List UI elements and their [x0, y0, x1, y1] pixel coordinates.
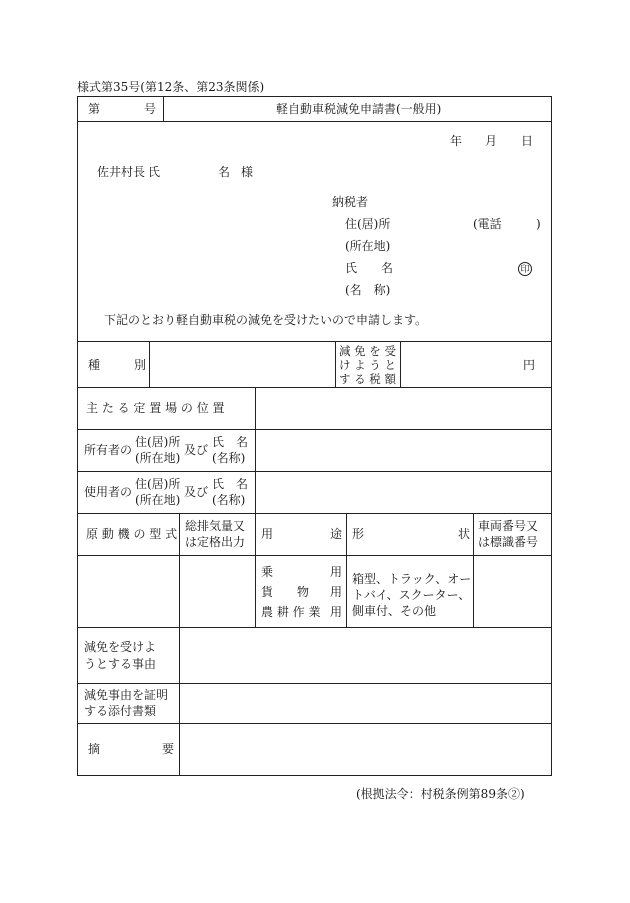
rule-storage [78, 429, 551, 430]
rule-type [78, 387, 551, 388]
use-freight-a: 貨 物 [261, 585, 310, 599]
date-month: 月 [485, 134, 498, 148]
rule-displacement-column [255, 513, 256, 627]
rule-reason [78, 683, 551, 684]
rule-user [78, 513, 551, 514]
reduction-amount-label: 減 免 を 受 け よ う と す る 税 額 [339, 344, 396, 386]
use-passenger-b: 用 [330, 565, 343, 579]
displacement-label: 総排気量又 は定格出力 [185, 519, 246, 549]
owner-name-label: 氏 名 (名称) [212, 435, 249, 465]
number-label: 第 [88, 102, 101, 116]
taxpayer-heading: 納税者 [332, 195, 369, 209]
use-farm-a: 農 耕 作 業 [261, 605, 321, 619]
use-label-b: 途 [330, 527, 343, 541]
rule-type-value [335, 341, 336, 387]
addressee-sama: 様 [241, 165, 254, 179]
request-text: 下記のとおり軽自動車税の減免を受けたいので申請します。 [104, 313, 428, 327]
rule-documents [78, 723, 551, 724]
shape-label-b: 状 [458, 527, 471, 541]
rule-vehicle-body [78, 627, 551, 628]
shape-options: 箱型、トラック、オー トバイ、スクーター、 側車付、その他 [352, 572, 472, 618]
addressee-village: 佐井村長 [97, 165, 146, 179]
form-title: 軽自動車税減免申請書(一般用) [276, 102, 442, 116]
type-label-a: 種 [88, 358, 101, 372]
owner-and: 及び [184, 443, 209, 457]
rule-type-label [149, 341, 150, 387]
addressee-shi: 氏 [148, 165, 161, 179]
corp-name-label: (名 称) [345, 283, 391, 297]
tax-reduction-application-form [77, 96, 552, 776]
user-and: 及び [184, 485, 209, 499]
type-label-b: 別 [134, 358, 147, 372]
user-address-label: 住(居)所 (所在地) [135, 477, 181, 507]
location-label: (所在地) [345, 239, 391, 253]
use-freight-b: 用 [330, 585, 343, 599]
legal-basis-footer: (根拠法令：村税条例第89条②) [356, 787, 525, 801]
rule-vehicle-header [78, 555, 551, 556]
reduction-reason-label: 減免を受けよ うとする事由 [84, 640, 157, 671]
yen-unit: 円 [523, 358, 536, 372]
phone-label: (電話 [473, 217, 502, 231]
use-passenger-a: 乗 [261, 565, 274, 579]
address-label: 住(居)所 [345, 217, 391, 231]
storage-location-label: 主 た る 定 置 場 の 位 置 [86, 401, 225, 415]
rule-owner [78, 471, 551, 472]
rule-shape-column [473, 513, 474, 627]
phone-close: ) [536, 217, 541, 231]
rule-use-column [346, 513, 347, 627]
use-farm-b: 用 [330, 605, 343, 619]
rule-engine-column [179, 513, 180, 723]
user-name-label: 氏 名 (名称) [212, 477, 249, 507]
summary-label-a: 摘 [88, 742, 101, 756]
rule-summary-column [179, 723, 180, 775]
rule-header [78, 121, 551, 122]
summary-label-b: 要 [162, 742, 175, 756]
shape-label-a: 形 [352, 527, 365, 541]
use-label-a: 用 [261, 527, 274, 541]
seal-mark: 印 [518, 262, 532, 276]
form-number-label: 様式第35号(第12条、第23条関係) [77, 80, 265, 94]
engine-model-label: 原 動 機 の 型 式 [86, 527, 178, 541]
user-prefix: 使用者の [84, 485, 133, 499]
name-shi: 氏 [345, 261, 358, 275]
rule-number-divider [163, 97, 164, 121]
addressee-na: 名 [218, 165, 231, 179]
supporting-documents-label: 減免事由を証明 する添付書類 [84, 688, 169, 718]
plate-number-label: 車両番号又 は標識番号 [478, 519, 539, 549]
rule-reduction-label [400, 341, 401, 387]
date-year: 年 [450, 134, 463, 148]
name-na: 名 [381, 261, 394, 275]
owner-address-label: 住(居)所 (所在地) [135, 435, 181, 465]
number-suffix: 号 [144, 102, 157, 116]
owner-prefix: 所有者の [84, 443, 133, 457]
date-day: 日 [521, 134, 534, 148]
